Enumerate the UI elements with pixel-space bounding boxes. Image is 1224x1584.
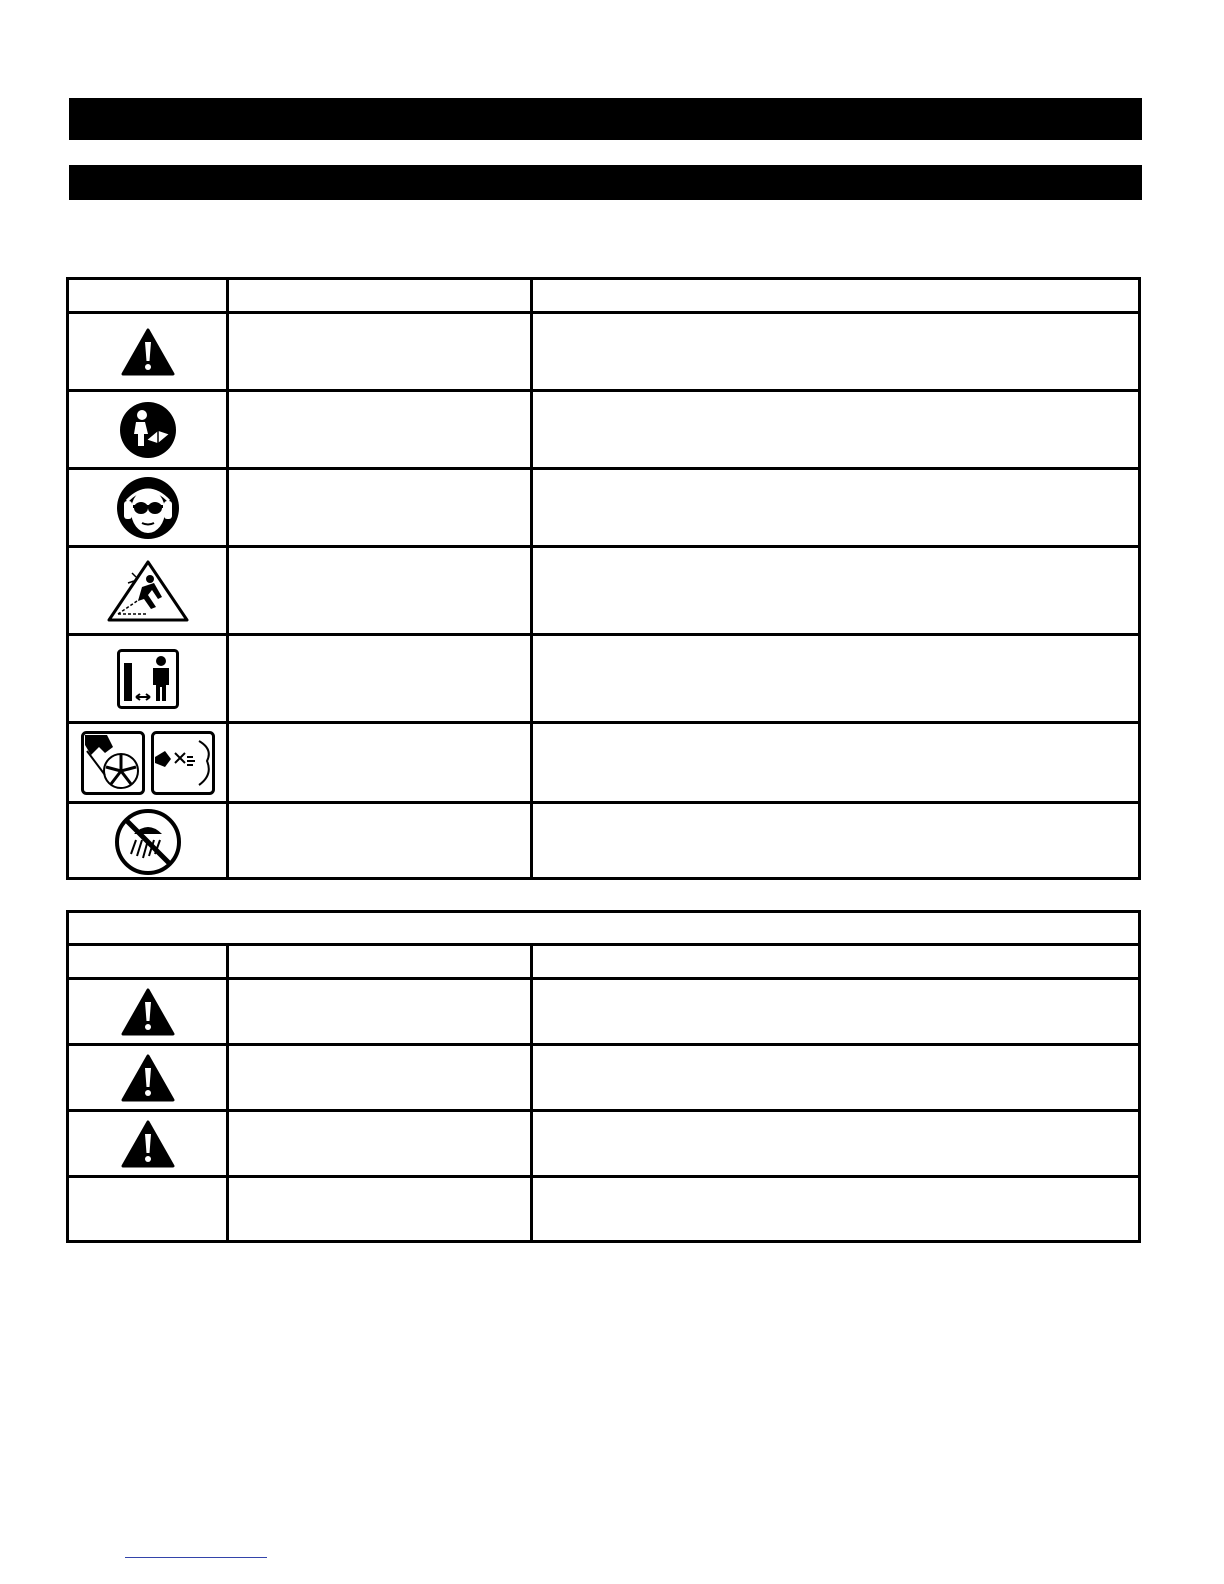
table-row xyxy=(69,548,1138,636)
meaning-cell xyxy=(533,1112,1138,1175)
header-symbol-cell xyxy=(69,280,229,311)
table-header-row xyxy=(69,946,1138,980)
table-row xyxy=(69,392,1138,470)
table-row xyxy=(69,636,1138,724)
table-row xyxy=(69,724,1138,804)
name-cell xyxy=(229,392,533,467)
table-row xyxy=(69,1046,1138,1112)
section-title-bar xyxy=(69,98,1142,140)
meaning-cell xyxy=(533,548,1138,633)
header-symbol-cell xyxy=(69,946,229,977)
meaning-cell xyxy=(533,314,1138,389)
signal-words-table xyxy=(66,910,1141,1243)
meaning-cell xyxy=(533,804,1138,880)
name-cell xyxy=(229,470,533,545)
read-manual-icon xyxy=(69,392,229,467)
meaning-cell xyxy=(533,1046,1138,1109)
header-meaning-cell xyxy=(533,946,1138,977)
name-cell xyxy=(229,314,533,389)
signal-cell xyxy=(229,1178,533,1243)
name-cell xyxy=(229,548,533,633)
safety-alert-icon xyxy=(69,1046,229,1109)
table-row xyxy=(69,1178,1138,1243)
no-wet-conditions-icon xyxy=(69,804,229,880)
eye-ear-protection-icon xyxy=(69,470,229,545)
section-subtitle-bar xyxy=(69,165,1142,200)
signal-cell xyxy=(229,1112,533,1175)
table-row xyxy=(69,314,1138,392)
meaning-cell xyxy=(533,724,1138,801)
rotating-impeller-icon xyxy=(81,731,145,795)
table-header-row xyxy=(69,280,1138,314)
safety-alert-icon xyxy=(69,1112,229,1175)
meaning-cell xyxy=(533,636,1138,721)
table-row xyxy=(69,470,1138,548)
keep-bystanders-away-icon xyxy=(69,636,229,721)
header-meaning-cell xyxy=(533,280,1138,311)
meaning-cell xyxy=(533,980,1138,1043)
thrown-objects-icon xyxy=(151,731,215,795)
signal-cell xyxy=(229,1046,533,1109)
footer-rule xyxy=(125,1557,267,1558)
symbols-table xyxy=(66,277,1141,880)
table-row xyxy=(69,980,1138,1046)
header-signal-cell xyxy=(229,946,533,977)
meaning-cell xyxy=(533,1178,1138,1243)
table-caption-row xyxy=(69,913,1138,946)
name-cell xyxy=(229,804,533,880)
table-row xyxy=(69,804,1138,880)
meaning-cell xyxy=(533,470,1138,545)
header-name-cell xyxy=(229,280,533,311)
name-cell xyxy=(229,724,533,801)
symbol-cell xyxy=(69,1178,229,1243)
ricochet-icon xyxy=(69,548,229,633)
name-cell xyxy=(229,636,533,721)
table-row xyxy=(69,1112,1138,1178)
signal-cell xyxy=(229,980,533,1043)
safety-alert-icon xyxy=(69,314,229,389)
meaning-cell xyxy=(533,392,1138,467)
safety-alert-icon xyxy=(69,980,229,1043)
rotating-impeller-thrown-objects-icon xyxy=(69,724,229,801)
